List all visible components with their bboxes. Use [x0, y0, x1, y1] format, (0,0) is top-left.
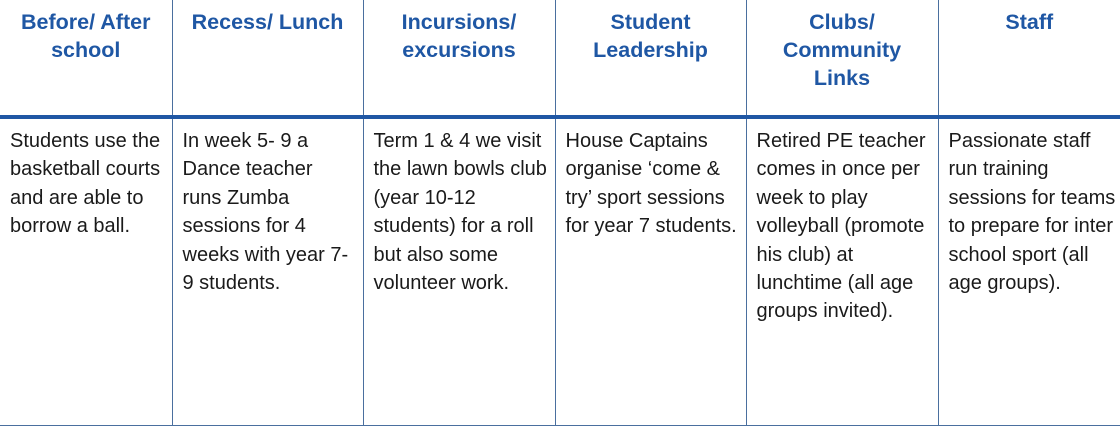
header-before-after-school: Before/ After school [0, 0, 172, 117]
header-incursions-excursions: Incursions/ excursions [363, 0, 555, 117]
cell-recess-lunch: In week 5- 9 a Dance teacher runs Zumba sessions for 4 weeks with year 7-9 students. [172, 117, 363, 426]
header-staff: Staff [938, 0, 1120, 117]
cell-before-after-school: Students use the basketball courts and are able to borrow a ball. [0, 117, 172, 426]
cell-staff: Passionate staff run training sessions for teams to prepare for inter school sport (all age groups). [938, 117, 1120, 426]
cell-clubs-community-links: Retired PE teacher comes in once per week to play volleyball (promote his club) at lunchtime (all age groups invited). [746, 117, 938, 426]
cell-student-leadership: House Captains organise ‘come & try’ sport sessions for year 7 students. [555, 117, 746, 426]
table-row [0, 117, 1120, 426]
header-student-leadership: Student Leadership [555, 0, 746, 117]
header-row [0, 0, 1120, 117]
header-recess-lunch: Recess/ Lunch [172, 0, 363, 117]
header-clubs-community-links: Clubs/ Community Links [746, 0, 938, 117]
cell-incursions-excursions: Term 1 & 4 we visit the lawn bowls club (year 10-12 students) for a roll but also some volunteer work. [363, 117, 555, 426]
